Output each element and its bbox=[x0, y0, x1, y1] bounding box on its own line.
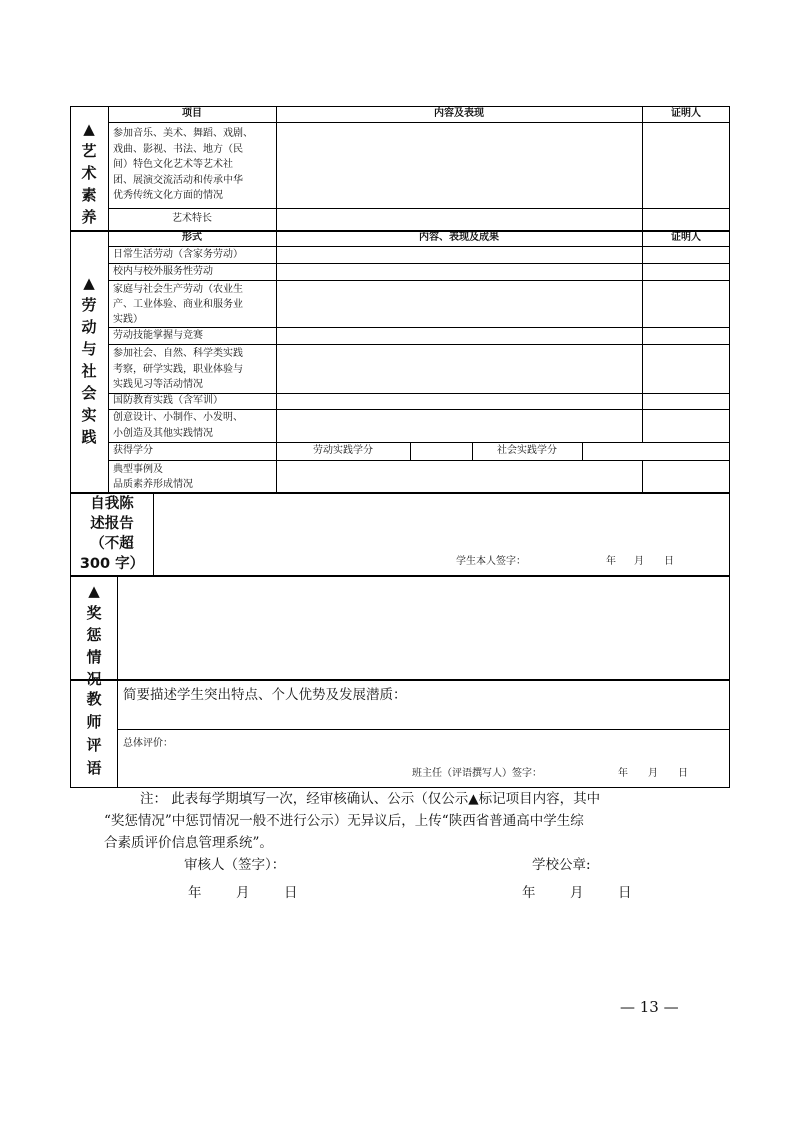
labor-item-production: 家庭与社会生产劳动（农业生 产、工业体验、商业和服务业 实践） bbox=[113, 284, 243, 325]
labor-content-fields[interactable] bbox=[276, 246, 642, 442]
seal-date-month: 月 bbox=[570, 885, 584, 901]
date-year-label: 年 bbox=[618, 768, 628, 779]
marker-icon: ▲ bbox=[83, 274, 95, 292]
labor-item-social-practice: 参加社会、自然、科学类实践 考察，研学实践，职业体验与 实践见习等活动情况 bbox=[113, 348, 243, 390]
student-signature-field[interactable] bbox=[546, 553, 602, 571]
labor-item-daily: 日常生活劳动（含家务劳动） bbox=[113, 249, 243, 260]
overall-evaluation-label: 总体评价： bbox=[123, 738, 173, 749]
date-day-label: 日 bbox=[664, 556, 674, 567]
labor-item-skills: 劳动技能掌握与竞赛 bbox=[113, 330, 203, 341]
rewards-text-field[interactable] bbox=[118, 577, 730, 679]
teacher-section-label: 教 师 评 语 bbox=[86, 690, 102, 777]
arts-section-label: ▲ 艺 术 素 养 bbox=[74, 118, 104, 228]
labor-credit-label: 劳动实践学分 bbox=[313, 445, 373, 456]
seal-date-day: 日 bbox=[618, 885, 632, 901]
col-header-item: 项目 bbox=[182, 108, 202, 119]
reviewer-date-month: 月 bbox=[236, 885, 250, 901]
col-header-form: 形式 bbox=[182, 232, 202, 243]
date-month-label: 月 bbox=[634, 556, 644, 567]
teacher-signature-field[interactable] bbox=[562, 765, 612, 783]
overall-evaluation-field[interactable] bbox=[118, 752, 730, 764]
note-line-1: 注： 此表每学期填写一次，经审核确认、公示（仅公示▲标记项目内容，其中 bbox=[140, 791, 601, 807]
seal-date-year: 年 bbox=[522, 885, 536, 901]
reviewer-date-year: 年 bbox=[188, 885, 202, 901]
self-report-text-field[interactable] bbox=[154, 493, 730, 553]
self-report-label: 自我陈 述报告 （不超 300 字） bbox=[79, 496, 145, 572]
marker-icon: ▲ bbox=[83, 120, 95, 138]
social-credit-label: 社会实践学分 bbox=[497, 445, 557, 456]
arts-specialty-witness-field[interactable] bbox=[642, 208, 730, 230]
reviewer-date-day: 日 bbox=[284, 885, 298, 901]
student-signature-label: 学生本人签字： bbox=[456, 556, 526, 567]
labor-section-label: ▲ 劳 动 与 社 会 实 践 bbox=[74, 272, 104, 448]
marker-icon: ▲ bbox=[88, 582, 100, 600]
reviewer-signature-label: 审核人（签字）： bbox=[184, 857, 286, 873]
typical-cases-witness-field[interactable] bbox=[642, 460, 730, 492]
arts-specialty-content-field[interactable] bbox=[276, 208, 642, 230]
col-header-content-results: 内容、表现及成果 bbox=[419, 232, 499, 243]
teacher-brief-field[interactable] bbox=[118, 706, 730, 728]
labor-credit-field[interactable] bbox=[410, 442, 472, 460]
labor-item-service: 校内与校外服务性劳动 bbox=[113, 266, 213, 277]
arts-activities-content-field[interactable] bbox=[276, 122, 642, 208]
teacher-brief-prompt: 简要描述学生突出特点、个人优势及发展潜质： bbox=[123, 687, 407, 703]
note-line-3: 合素质评价信息管理系统”。 bbox=[104, 835, 273, 851]
social-credit-field[interactable] bbox=[582, 442, 730, 460]
col-header-witness: 证明人 bbox=[671, 232, 701, 243]
typical-cases-content-field[interactable] bbox=[276, 460, 642, 492]
labor-witness-fields[interactable] bbox=[642, 246, 730, 442]
col-header-content: 内容及表现 bbox=[434, 108, 484, 119]
note-line-2: “奖惩情况”中惩罚情况一般不进行公示）无异议后，上传“陕西省普通高中学生综 bbox=[104, 813, 584, 829]
page-number: — 13 — bbox=[620, 998, 679, 1016]
labor-item-defense: 国防教育实践（含军训） bbox=[113, 395, 223, 406]
arts-specialty-item: 艺术特长 bbox=[172, 213, 212, 224]
teacher-signature-label: 班主任（评语撰写人）签字： bbox=[412, 768, 542, 779]
date-year-label: 年 bbox=[606, 556, 616, 567]
date-day-label: 日 bbox=[678, 768, 688, 779]
typical-cases-label: 典型事例及 品质素养形成情况 bbox=[113, 464, 193, 490]
labor-item-creative: 创意设计、小制作、小发明、 小创造及其他实践情况 bbox=[113, 412, 243, 439]
arts-activities-item: 参加音乐、美术、舞蹈、戏剧、 戏曲、影视、书法、地方（民 间）特色文化艺术等艺术社 团、展演交流活动和传承中华 优秀传统文化方面的情况 bbox=[113, 128, 253, 201]
rewards-section-label: ▲ 奖 惩 情 况 bbox=[74, 580, 114, 690]
credits-label: 获得学分 bbox=[113, 445, 153, 456]
col-header-witness: 证明人 bbox=[671, 108, 701, 119]
arts-activities-witness-field[interactable] bbox=[642, 122, 730, 208]
date-month-label: 月 bbox=[648, 768, 658, 779]
school-seal-label: 学校公章: bbox=[532, 857, 591, 873]
